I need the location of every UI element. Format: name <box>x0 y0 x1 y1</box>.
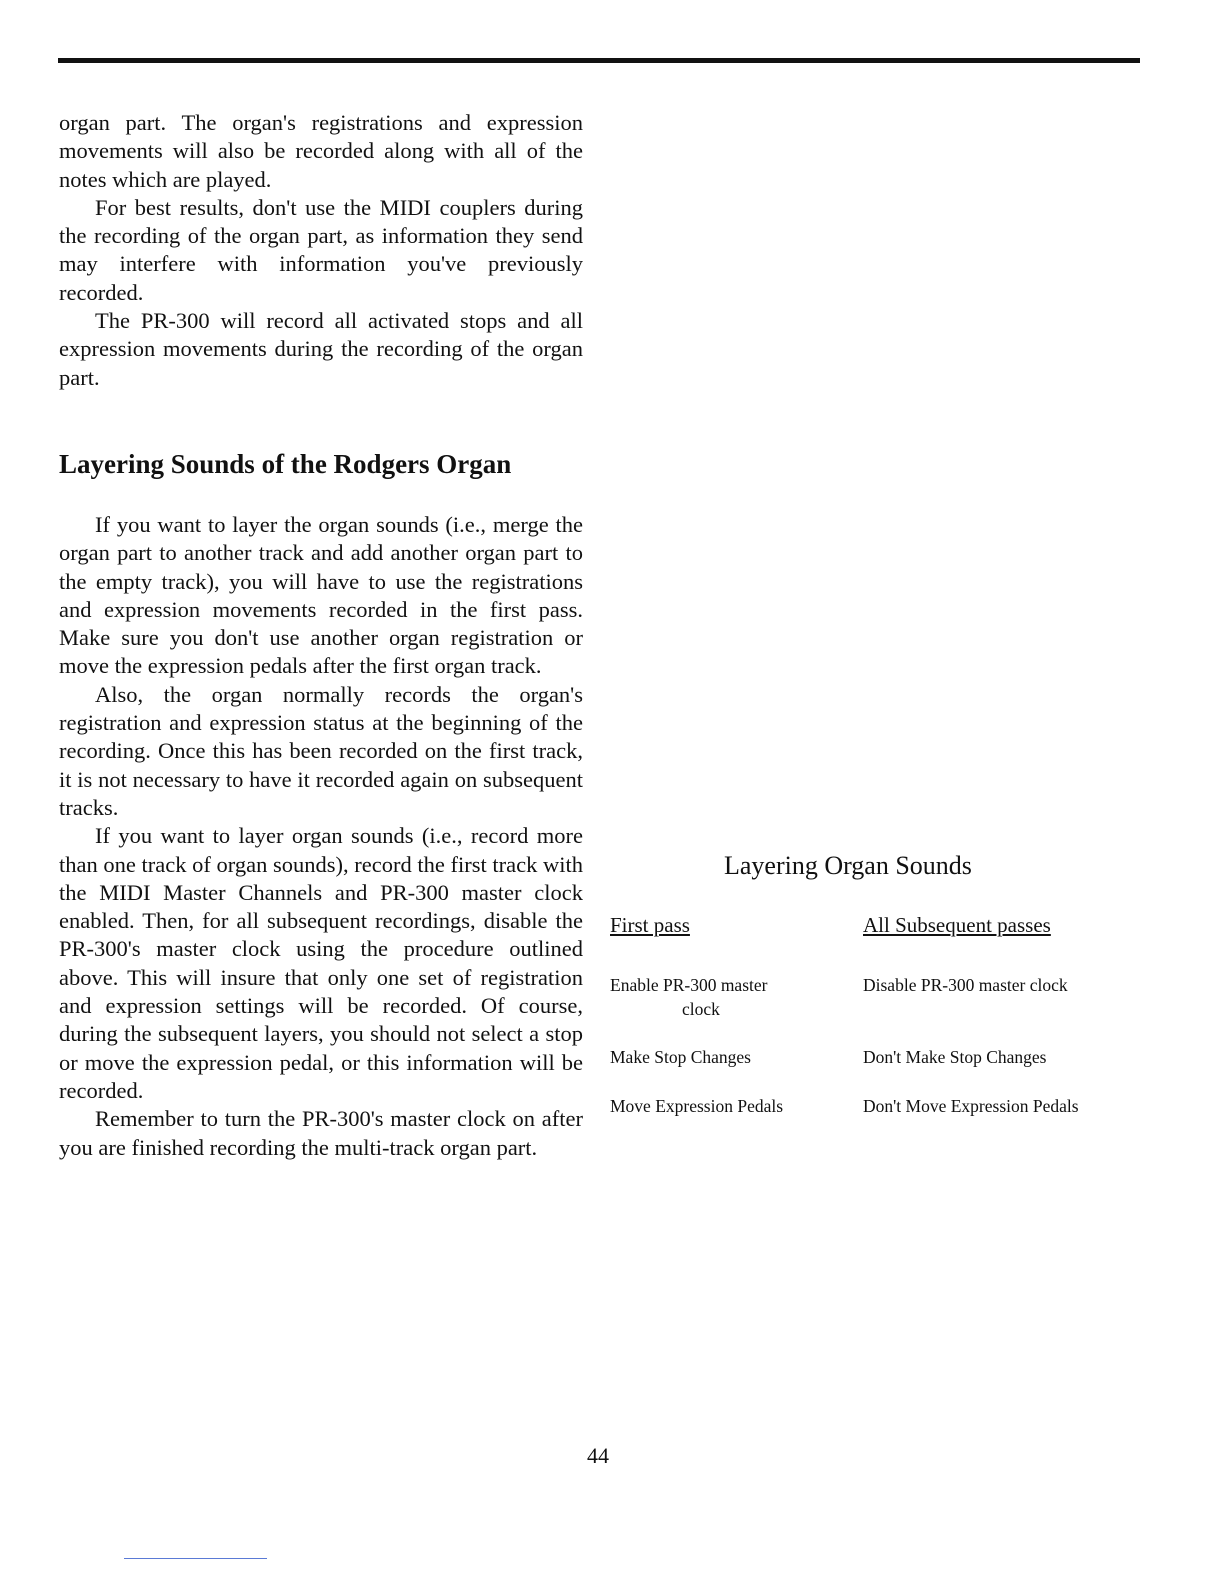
intro-paragraph-1: organ part. The organ's registrations and expression movements will also be recorded along with all of the notes which are played. <box>59 110 583 192</box>
intro-text <box>59 109 583 392</box>
row1-first-line1: Enable PR-300 master <box>610 975 768 995</box>
section-paragraph-3: If you want to layer organ sounds (i.e., record more than one track of organ sounds), record the first track with the MIDI Master Channels and PR-300 master clock enabled. Then, for all subsequent recordings, disable the PR-300's master clock using the procedure outlined above. This will insure that only one set of registration and expression settings will be recorded. Of course, during the subsequent layers, you should not select a stop or move the expression pedal, or this information will be recorded. <box>59 823 583 1103</box>
section-paragraph-4: Remember to turn the PR-300's master clock on after you are finished recording the multi-track organ part. <box>59 1106 583 1160</box>
section-paragraph-1: If you want to layer the organ sounds (i.e., merge the organ part to another track and add another organ part to the empty track), you will have to use the registrations and expression movements recorded in the first pass. Make sure you don't use another organ registration or move the expression pedals after the first organ track. <box>59 512 583 679</box>
row2-subsequent: Don't Make Stop Changes <box>863 1047 1047 1067</box>
row1-first-line2: clock <box>682 999 720 1019</box>
row3-first: Move Expression Pedals <box>610 1096 784 1116</box>
intro-paragraph-3: The PR-300 will record all activated stops and all expression movements during the recording of the organ part. <box>59 308 583 390</box>
page-number: 44 <box>587 1443 609 1468</box>
section-paragraph-2: Also, the organ normally records the organ's registration and expression status at the beginning of the recording. Once this has been recorded on the first track, it is not necessary to have it recorded again on subsequent tracks. <box>59 681 583 820</box>
sidebar-title: Layering Organ Sounds <box>724 851 972 880</box>
row1-subsequent: Disable PR-300 master clock <box>863 975 1068 995</box>
intro-paragraph-2: For best results, don't use the MIDI couplers during the recording of the organ part, as information they send may interfere with information you've previously recorded. <box>59 194 583 305</box>
row2-first: Make Stop Changes <box>610 1047 751 1067</box>
row1-first <box>610 973 767 1021</box>
row3-subsequent: Don't Move Expression Pedals <box>863 1096 1079 1116</box>
top-rule <box>58 58 1140 63</box>
bottom-divider <box>124 1558 267 1559</box>
section-text <box>59 511 583 1162</box>
col-header-subsequent: All Subsequent passes <box>863 913 1051 937</box>
section-heading: Layering Sounds of the Rodgers Organ <box>59 449 512 479</box>
col-header-first-pass: First pass <box>610 913 690 937</box>
